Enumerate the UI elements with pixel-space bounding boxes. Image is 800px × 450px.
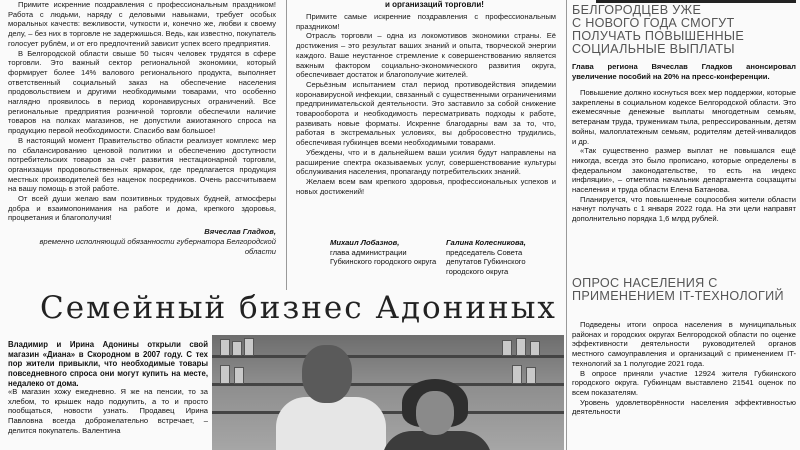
signature-block-council	[446, 238, 558, 276]
product	[234, 367, 244, 384]
feature-body: «В магазин хожу ежедневно. Я же на пенсии, то за хлебом, то крышек надо подкупить, а то и просто пообщаться, новости узнать. Продавец Ирина Павловна всегда доброжелательно встречает, – делится покупатель. Валентина	[8, 387, 208, 435]
article-heading-fragment: и организаций торговли!	[385, 0, 484, 9]
paragraph: Подведены итоги опроса населения в муниципальных районах и городских округах Белгородской области по оценке эффективности деятельности руководителей органов местного самоуправления и организаций с применением IT-технологий за 1 полугодие 2021 года.	[572, 320, 796, 368]
paragraph: Убеждены, что и в дальнейшем ваши усилия будут направлены на расширение спектра оказываемых услуг, совершенствование культуры обслуживания населения, пропаганду потребительских знаний.	[296, 147, 556, 177]
product	[220, 365, 230, 384]
feature-lead: Владимир и Ирина Адонины открыли свой магазин «Диана» в Скородном в 2007 году. С тех пор жители привыкли, что необходимые товары повседневного спроса они могут купить на месте, недалеко от дома.	[8, 340, 208, 388]
paragraph: Отрасль торговли – одна из локомотивов экономики страны. Её достижения – это результат ваших знаний и опыта, творческой энергии каждого. Ваше неустанное стремление к совершенствованию является важным фактором социально-экономического развития округа, обеспечивает достаток и благополучие жителей.	[296, 31, 556, 80]
paragraph: Планируется, что повышенные соцпособия жители области начнут получать с 1 января 2022 года. На эти цели направят дополнительно порядка 1,6 млрд рублей.	[572, 194, 796, 224]
column-divider	[286, 0, 287, 290]
news-headline: С НОВОГО ГОДА СМОГУТ ПОЛУЧАТЬ ПОВЫШЕННЫЕ СОЦИАЛЬНЫЕ ВЫПЛАТЫ	[572, 16, 745, 56]
shelf	[212, 411, 564, 414]
paragraph: Уровень удовлетворённости населения эффективностью деятельности	[572, 397, 796, 417]
news-lead: Глава региона Вячеслав Гладков анонсировал увеличение пособий на 20% на пресс-конференции.	[572, 62, 796, 81]
news-headline: ОПРОС НАСЕЛЕНИЯ С ПРИМЕНЕНИЕМ IT-ТЕХНОЛОГИЙ	[572, 276, 784, 303]
paragraph: «Так существенно размер выплат не повышался ещё никогда, всегда это было прописано, которые определены в федеральном законодательстве, то есть на индекс инфляции», – отметила начальник департамента соцзащиты населения и труда области Елена Батанова.	[572, 146, 796, 195]
shop-owners-photo	[212, 335, 564, 450]
paragraph: Примите самые искренние поздравления с профессиональным праздником!	[296, 12, 556, 31]
paragraph: Серьёзным испытанием стал период противодействия эпидемии коронавирусной инфекции, связанный с существенными ограничениями предпринимательской деятельности. Это заставило за собой снижение товарооборота и необходимость пересматривать подходы к работе, развивать новые форматы. Искренне благодарны вам за то, что, работая в экстремальных условиях, вы добросовестно трудились, обеспечивая губкинцев всеми необходимыми товарами.	[296, 79, 556, 148]
paragraph: Повышение должно коснуться всех мер поддержки, которые закреплены в социальном кодексе Белгородской области. Это ежемесячные денежные выплаты многодетным семьям, ветеранам труда, труженикам тыла, репрессированным, детям войны, малоплатежным семьям, родителям детей-инвалидов и др.	[572, 88, 796, 146]
signature-title: глава администрации Губкинского городского округа	[330, 247, 437, 266]
man-head	[302, 345, 352, 403]
man-figure	[276, 397, 386, 450]
woman-face	[416, 391, 454, 435]
paragraph: Желаем всем вам крепкого здоровья, профессиональных успехов и новых достижений!	[296, 176, 556, 196]
product	[244, 338, 254, 356]
paragraph: Примите искренние поздравления с профессиональным праздником! Работа с людьми, наряду с деловыми навыками, требует особых моральных качеств: вежливости, чуткости и, конечно же, любви к своему делу, – без них в торговле не задержишься. Ведь, как известно, покупатель голосует рублём, и от его предпочтений зависит успех всего предприятия.	[8, 0, 276, 48]
governor-greeting-article	[8, 0, 276, 256]
product	[512, 365, 522, 384]
paragraph: В Белгородской области свыше 50 тысяч человек трудятся в сфере торговли. Это важный сектор региональной экономики, который формирует более 14% валового регионального продукта, выполняет ответственный социальный заказ на обеспечение населения продовольствием и другими необходимыми товарами, что особенно наглядно проявилось в период коронавирусных ограничений. Все региональные предприятия розничной торговли обеспечили наличие товаров на полках магазинов, не допустили ажиотажного спроса на продукцию первой необходимости. Спасибо вам большое!	[8, 48, 276, 136]
product	[220, 339, 230, 356]
paragraph: В опросе приняли участие 12924 жителя Губкинского городского округа. Губкинцам выставлено 21541 оценок по всем показателям.	[572, 368, 796, 397]
signature-title: временно исполняющий обязанности губернатора Белгородской области	[39, 236, 276, 256]
signature-name: Галина Колесникова,	[446, 238, 526, 247]
signature-name: Михаил Лобазнов,	[330, 238, 400, 247]
district-greeting-article	[296, 12, 556, 196]
signature-name: Вячеслав Гладков,	[204, 227, 276, 237]
product	[232, 341, 242, 356]
product	[526, 367, 536, 384]
product	[530, 341, 540, 356]
column-divider	[566, 0, 567, 450]
signature-block-head	[330, 238, 448, 267]
headline-fragment: БЕЛГОРОДЦЕВ УЖЕ	[572, 3, 702, 17]
news-body	[572, 88, 796, 224]
news-body	[572, 320, 796, 417]
paragraph: В настоящий момент Правительство области реализует комплекс мер по сбалансированию ценовой политики и обеспечению доступности потребительских товаров за счёт развития нестационарной торговли, организации продовольственных ярмарок, где предлагается продукция местных производителей без наценок посредников. Очень рассчитываем на вашу помощь в этой работе.	[8, 135, 276, 194]
feature-headline: Семейный бизнес Адониных	[40, 290, 557, 326]
product	[502, 340, 512, 356]
product	[516, 338, 526, 356]
signature-title: председатель Совета депутатов Губкинского городского округа	[446, 247, 526, 276]
paragraph: От всей души желаю вам позитивных трудовых будней, атмосферы добра и взаимопонимания на работе и дома, крепкого здоровья, процветания и благополучия!	[8, 194, 276, 223]
